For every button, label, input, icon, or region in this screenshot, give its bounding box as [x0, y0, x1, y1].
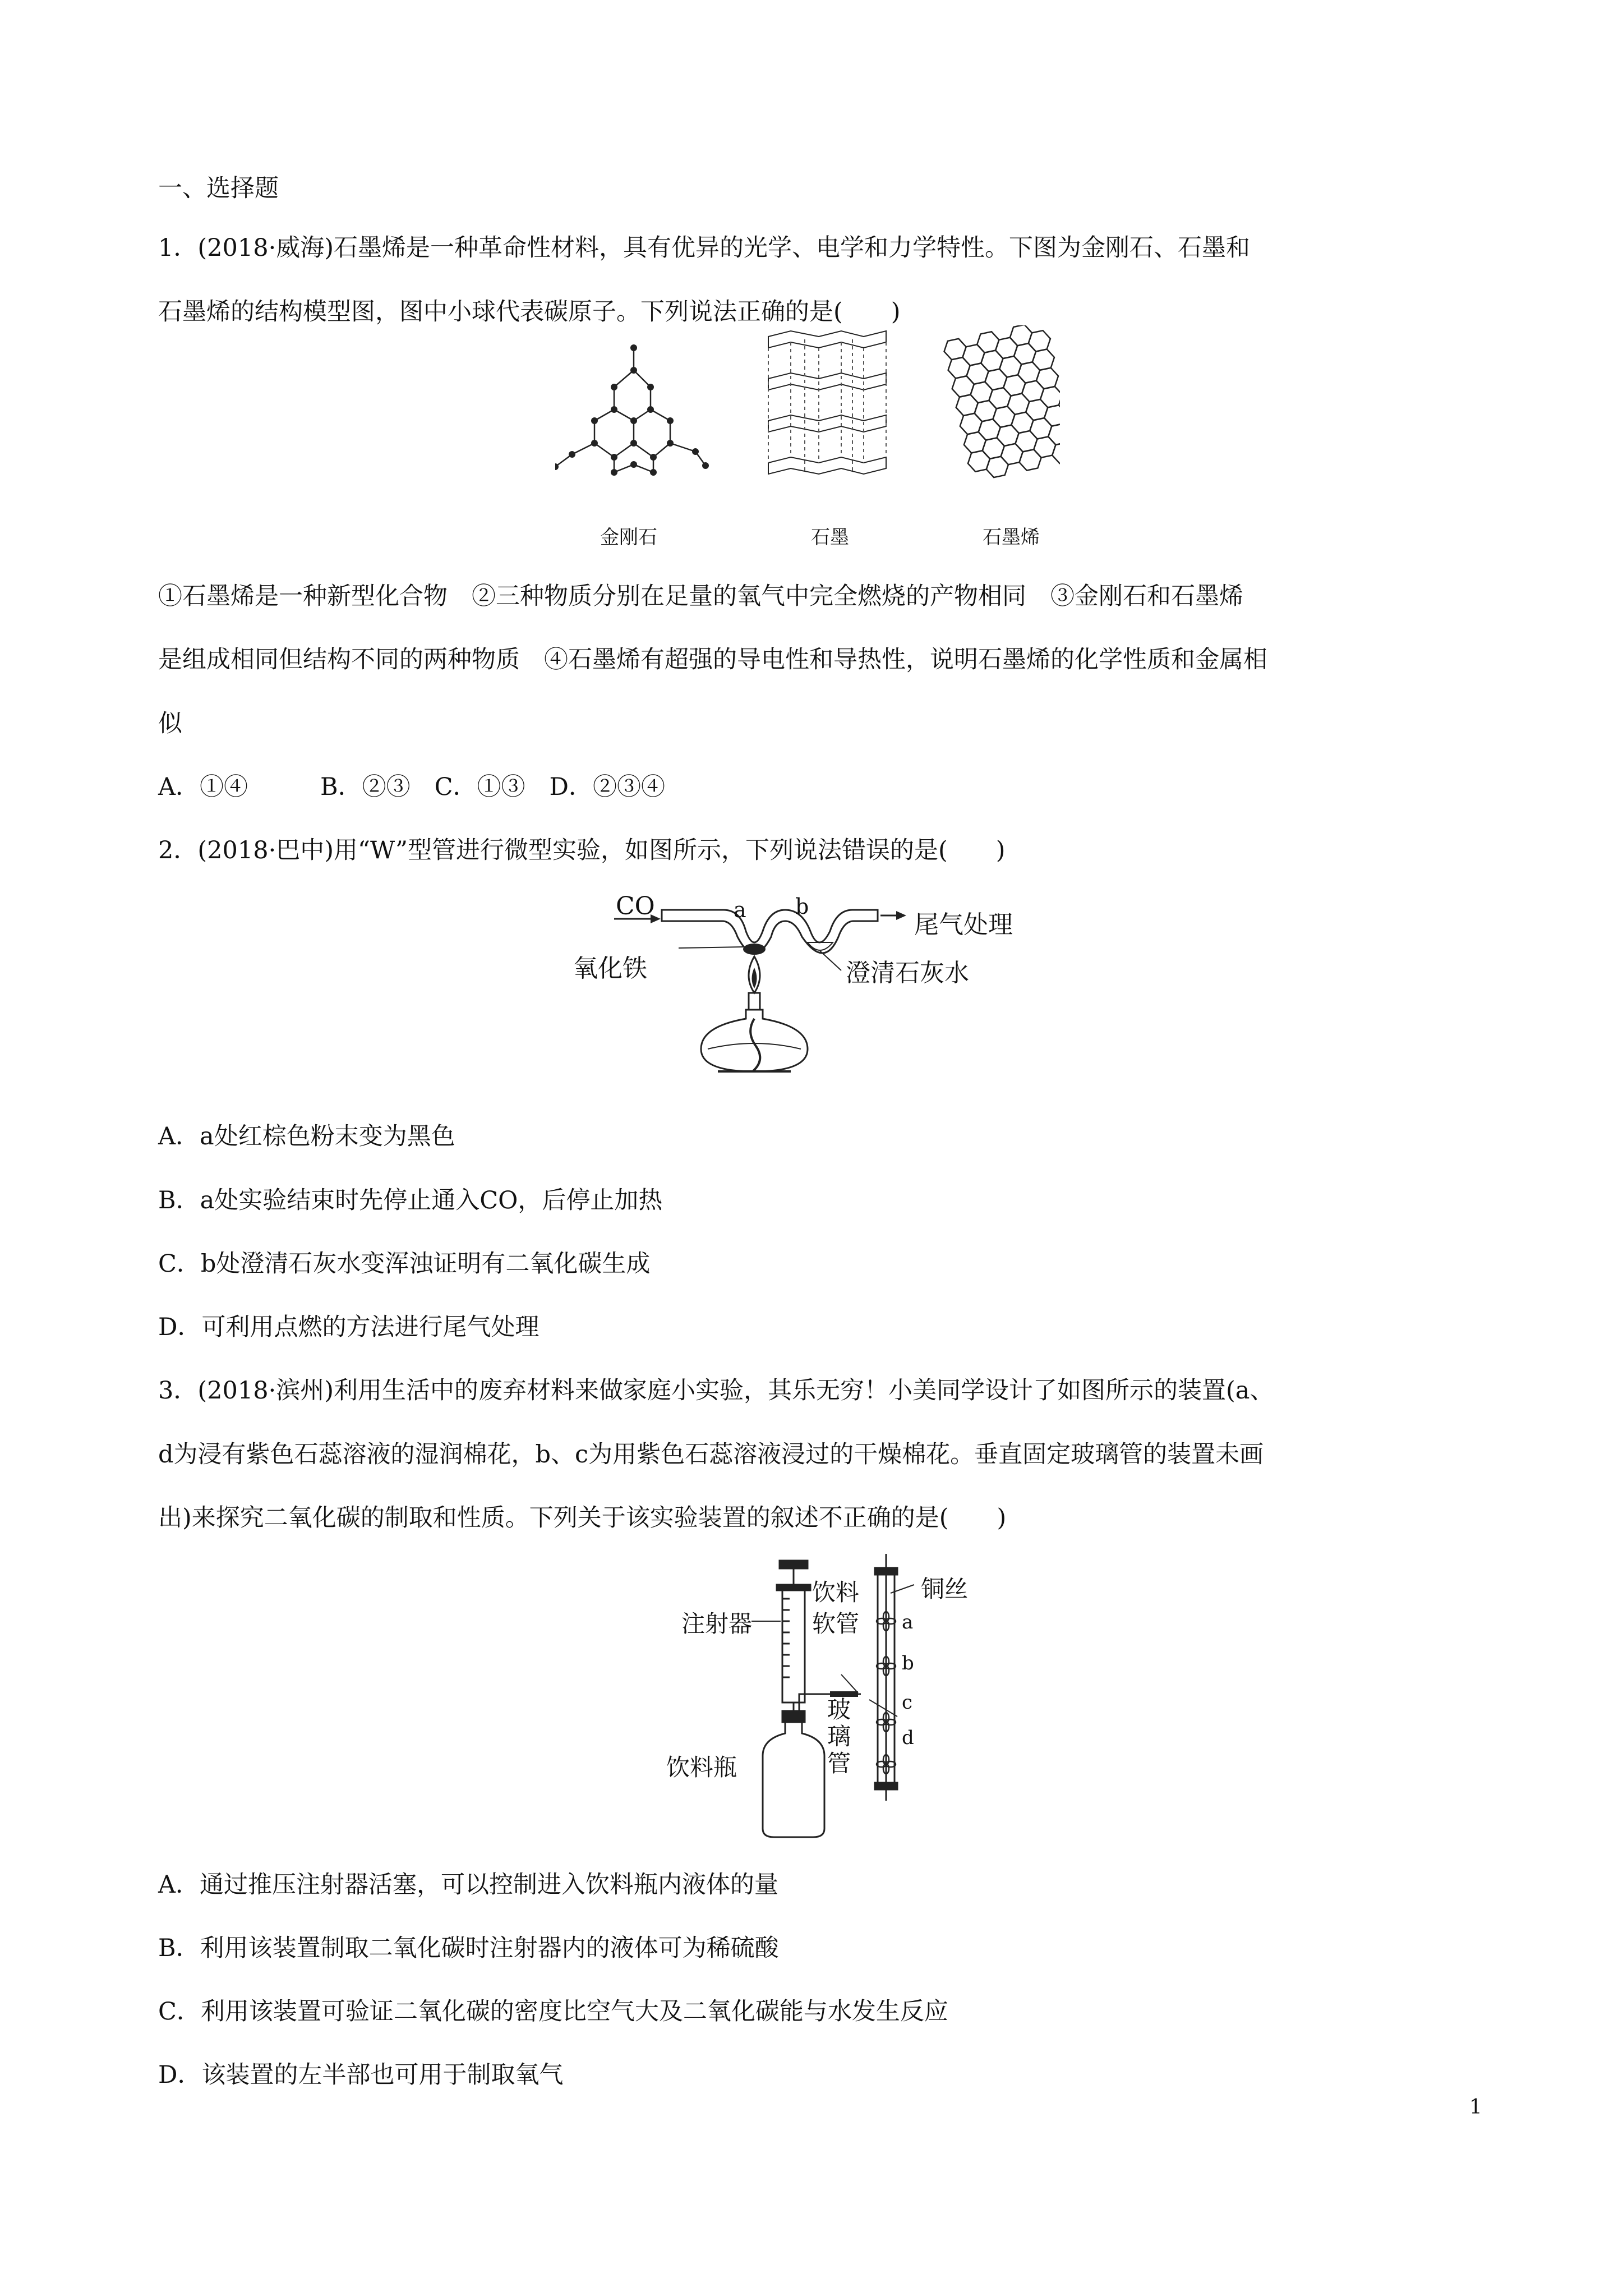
q1-statement-line-2: 是组成相同但结构不同的两种物质 ④石墨烯有超强的导电性和导热性，说明石墨烯的化学性质和金属相: [158, 646, 1267, 674]
q1-carbon-structures-figure: [555, 325, 1060, 505]
q3-label-glass-tube-1: 玻: [827, 1696, 851, 1723]
q2-option-b: B．a处实验结束时先停止通入CO，后停止加热: [158, 1186, 663, 1214]
q3-option-b: B．利用该装置制取二氧化碳时注射器内的液体可为稀硫酸: [158, 1934, 779, 1962]
q3-label-a: a: [902, 1611, 914, 1634]
q2-label-b: b: [795, 894, 809, 919]
q3-option-c: C．利用该装置可验证二氧化碳的密度比空气大及二氧化碳能与水发生反应: [158, 1998, 948, 2026]
graphite-structure: [768, 331, 886, 474]
q3-label-glass-tube-2: 璃: [827, 1723, 851, 1750]
q3-stem-line-2: d为浸有紫色石蕊溶液的湿润棉花，b、c为用紫色石蕊溶液浸过的干燥棉花。垂直固定玻璃管的装置未画: [158, 1441, 1264, 1469]
q2-stem-line-1: 2．(2018·巴中)用“W”型管进行微型实验，如图所示，下列说法错误的是( ): [158, 836, 1006, 864]
q3-label-d: d: [902, 1727, 914, 1749]
q3-option-d: D．该装置的左半部也可用于制取氧气: [158, 2061, 564, 2089]
q3-label-b: b: [902, 1652, 914, 1674]
q3-label-c: c: [902, 1691, 913, 1714]
page-number: 1: [1469, 2096, 1482, 2119]
q1-statement-line-1: ①石墨烯是一种新型化合物 ②三种物质分别在足量的氧气中完全燃烧的产物相同 ③金刚石和石墨烯: [158, 582, 1243, 610]
q1-statement-line-3: 似: [158, 710, 182, 738]
q3-label-syringe: 注射器: [681, 1610, 753, 1637]
diamond-structure: [555, 348, 706, 472]
q3-option-a: A．通过推压注射器活塞，可以控制进入饮料瓶内液体的量: [158, 1871, 779, 1899]
graphene-structure: [942, 325, 1060, 482]
syringe-drawing: [777, 1561, 810, 1711]
bottle-drawing: [763, 1711, 824, 1837]
q1-stem-line-1: 1．(2018·威海)石墨烯是一种革命性材料，具有优异的光学、电学和力学特性。下图为金刚石、石墨和: [158, 234, 1251, 262]
q1-caption-diamond: 金刚石: [600, 526, 657, 549]
q3-stem-line-1: 3．(2018·滨州)利用生活中的废弃材料来做家庭小实验，其乐无穷！小美同学设计了如图所示的装置(a、: [158, 1377, 1274, 1405]
q3-label-soft-tube-1: 饮料: [812, 1579, 860, 1606]
q1-caption-graphene: 石墨烯: [983, 526, 1040, 549]
q2-label-iron-oxide: 氧化铁: [573, 954, 647, 983]
q2-option-c: C．b处澄清石灰水变浑浊证明有二氧化碳生成: [158, 1250, 651, 1278]
q1-options: A．①④ B．②③ C．①③ D．②③④: [158, 773, 666, 801]
q2-option-d: D．可利用点燃的方法进行尾气处理: [158, 1313, 540, 1341]
q3-co2-apparatus-figure: [751, 1554, 1009, 1846]
q2-label-tail-gas: 尾气处理: [914, 910, 1013, 939]
q3-stem-line-3: 出)来探究二氧化碳的制取和性质。下列关于该实验装置的叙述不正确的是( ): [158, 1504, 1007, 1532]
q2-label-limewater: 澄清石灰水: [846, 959, 969, 987]
q3-label-bottle: 饮料瓶: [666, 1754, 737, 1781]
q1-caption-graphite: 石墨: [811, 526, 849, 549]
q2-label-co: CO: [616, 892, 655, 921]
q3-label-soft-tube-2: 软管: [812, 1610, 860, 1637]
q2-label-a: a: [734, 898, 746, 922]
q3-label-copper-wire: 铜丝: [921, 1575, 969, 1603]
q3-label-glass-tube-3: 管: [827, 1750, 851, 1777]
section-title: 一、选择题: [158, 174, 279, 203]
q2-option-a: A．a处红棕色粉末变为黑色: [158, 1122, 455, 1151]
q1-stem-line-2: 石墨烯的结构模型图，图中小球代表碳原子。下列说法正确的是( ): [158, 298, 901, 326]
